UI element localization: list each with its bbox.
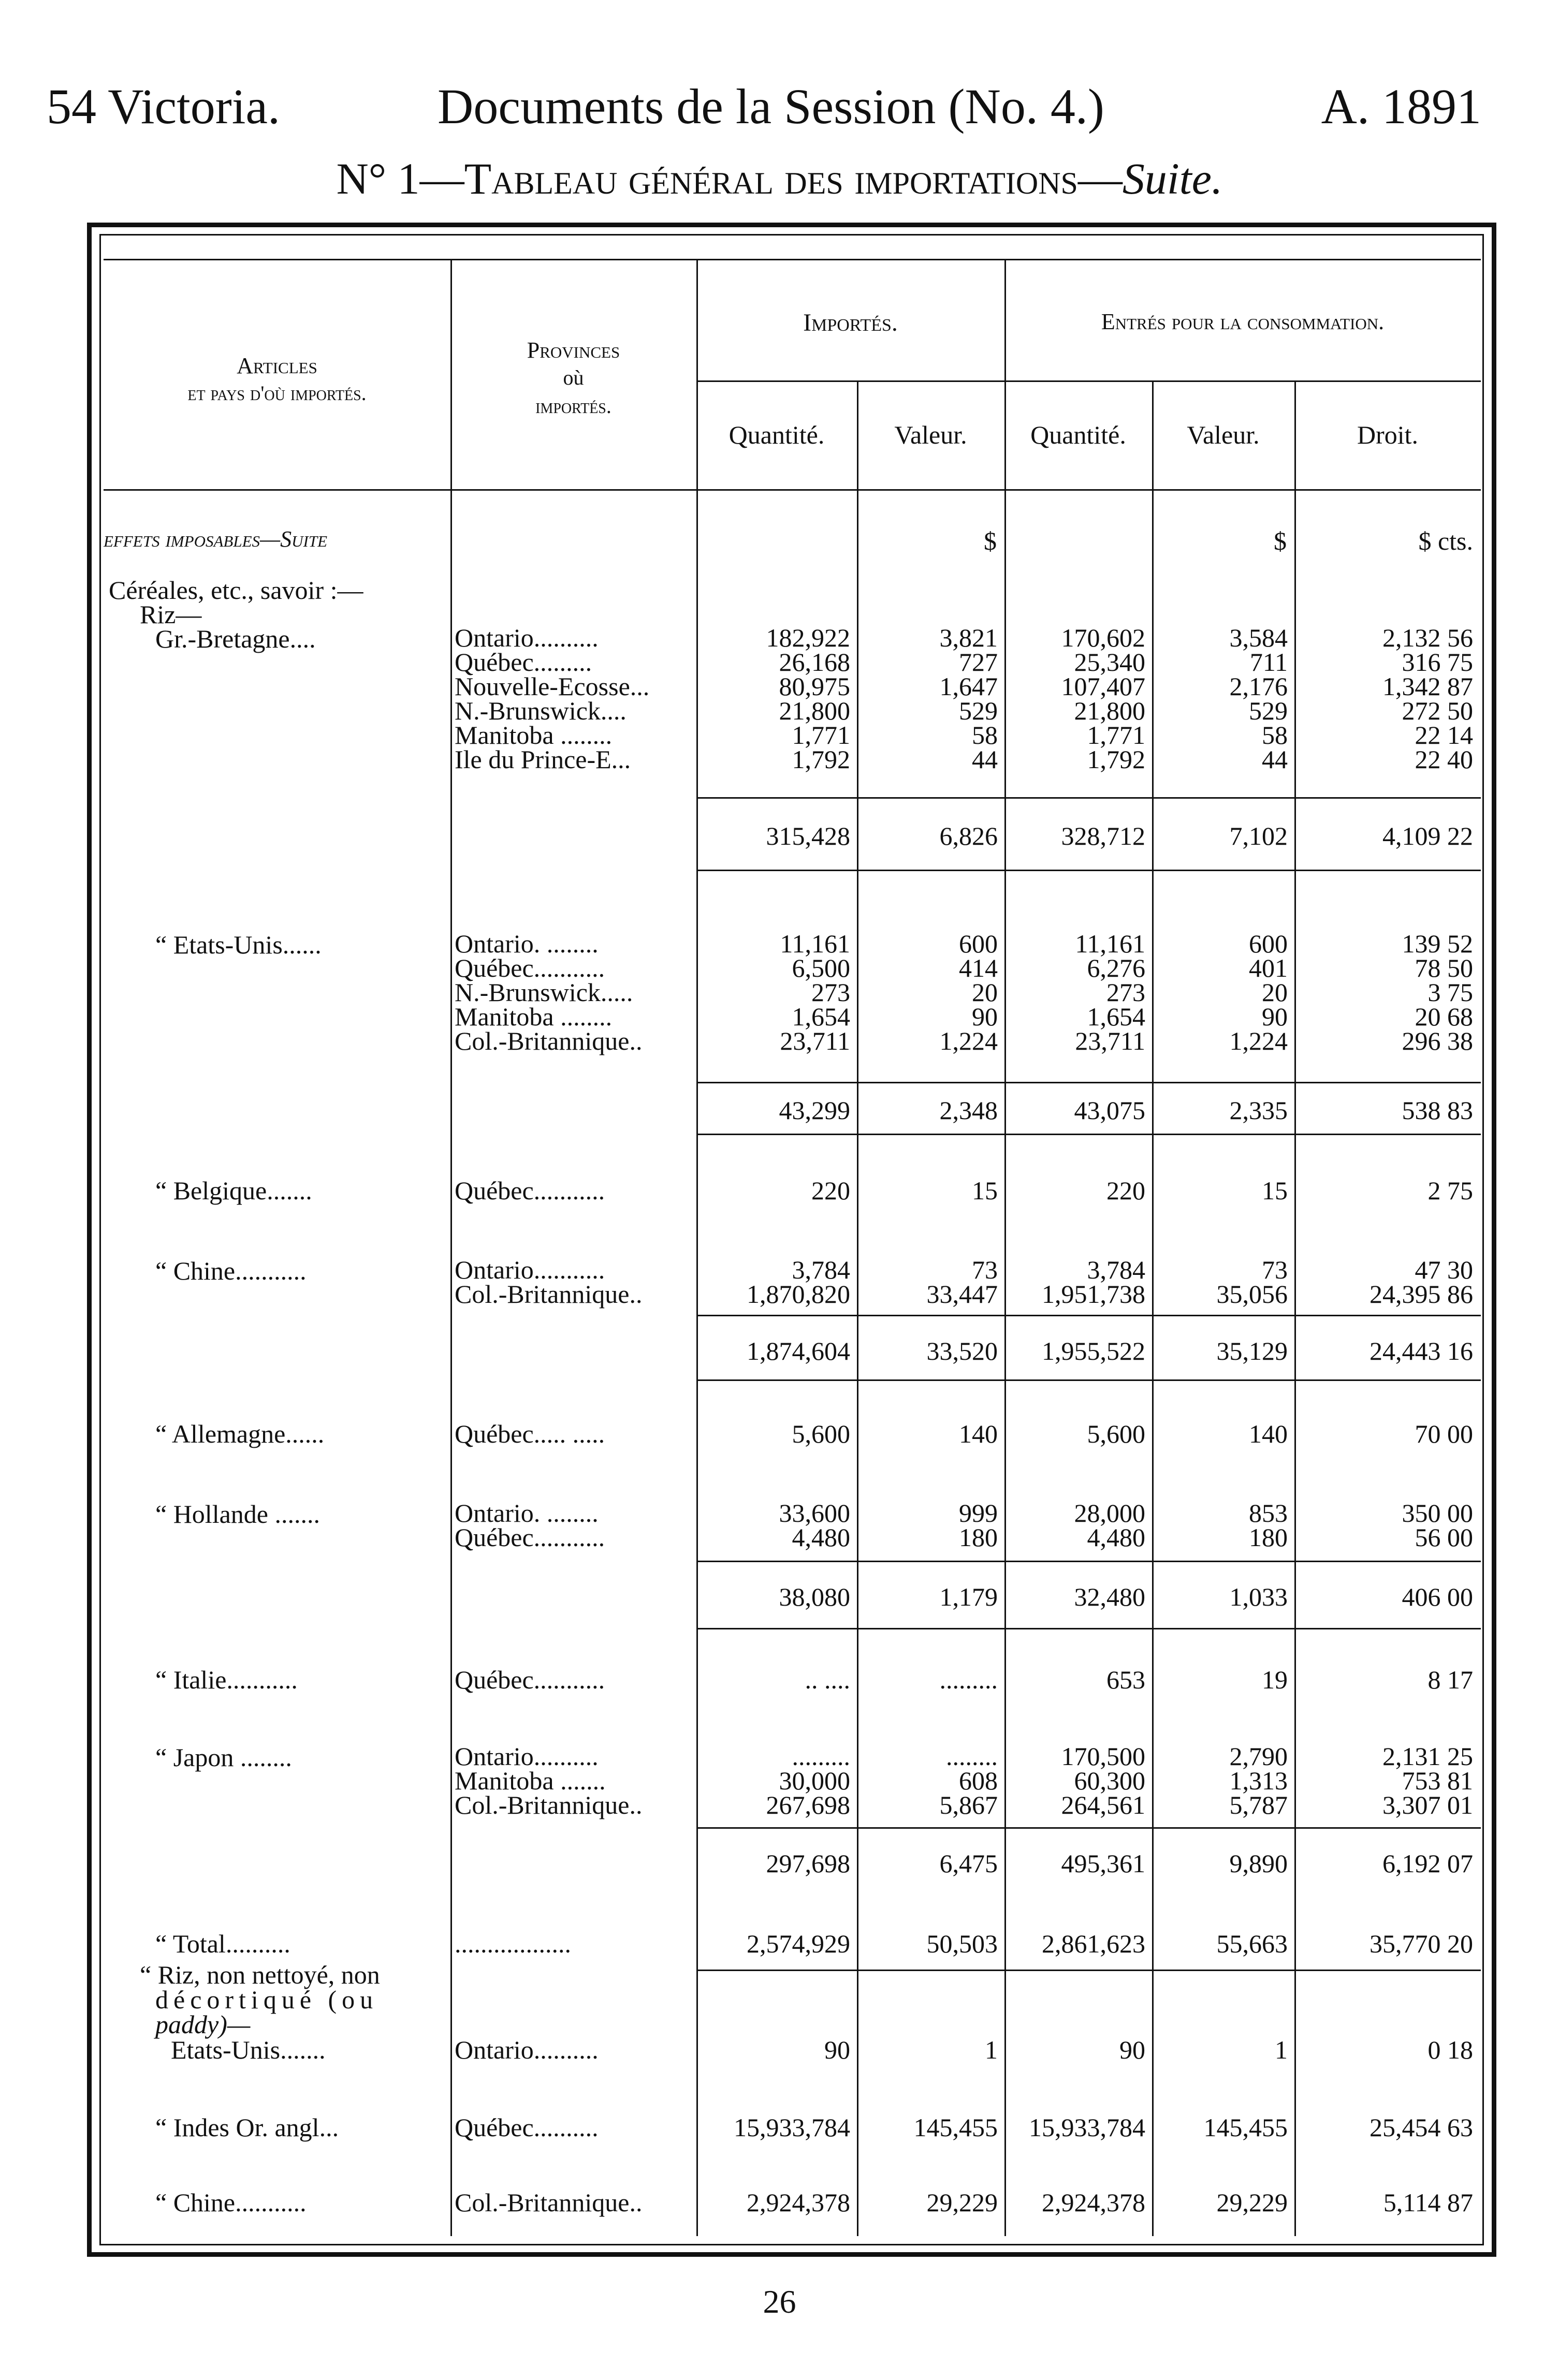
value-cell: 58 bbox=[1262, 721, 1288, 750]
province-cell: Ile du Prince-E... bbox=[455, 745, 631, 774]
subtotal-cell: 297,698 bbox=[766, 1849, 850, 1878]
section-title: effets imposables—Suite bbox=[104, 526, 328, 552]
value-cell: 753 81 bbox=[1402, 1766, 1473, 1795]
province-list bbox=[455, 1255, 643, 1309]
value-cell: 33,447 bbox=[926, 1280, 998, 1309]
province-cell: Nouvelle-Ecosse... bbox=[455, 672, 650, 701]
running-header-left: 54 Victoria. bbox=[47, 79, 281, 134]
value-cell: 1,647 bbox=[939, 672, 998, 701]
value-cell: 1,792 bbox=[1087, 745, 1145, 774]
value-cell: 25,454 63 bbox=[1369, 2113, 1473, 2142]
subtotal-rule bbox=[696, 870, 1481, 871]
value-cell: 58 bbox=[972, 721, 998, 750]
grand-total-rule bbox=[696, 1970, 1481, 1971]
value-cell: 264,561 bbox=[1061, 1790, 1145, 1819]
value-cell: 20 bbox=[972, 978, 998, 1007]
value-cell: 90 bbox=[824, 2035, 850, 2064]
subtotal-cell: 538 83 bbox=[1402, 1096, 1473, 1125]
value-cell: 4,480 bbox=[1087, 1523, 1145, 1552]
value-cell: 20 bbox=[1262, 978, 1288, 1007]
value-cell: 2,924,378 bbox=[747, 2188, 850, 2217]
droit-list bbox=[1294, 1498, 1473, 1552]
col-articles-l2: et pays d'où importés. bbox=[187, 381, 367, 405]
subtotal-cell: 6,192 07 bbox=[1382, 1849, 1473, 1878]
value-cell: ........ bbox=[946, 1742, 998, 1771]
value-cell: 1 bbox=[985, 2035, 998, 2064]
subtotal-rule bbox=[696, 797, 1481, 799]
value-cell: 1,771 bbox=[1087, 721, 1145, 750]
quantite-cons-list bbox=[1004, 1498, 1145, 1552]
value-cell: 56 00 bbox=[1415, 1523, 1473, 1552]
value-cell: 3,307 01 bbox=[1382, 1790, 1473, 1819]
subtotal-cell: 2,348 bbox=[939, 1096, 998, 1125]
province-cell: Ontario........... bbox=[455, 1255, 605, 1284]
grand-total-cell: 2,861,623 bbox=[1042, 1929, 1145, 1958]
unit-valeur-cons: $ bbox=[1274, 526, 1287, 555]
value-cell: 3,784 bbox=[792, 1255, 850, 1284]
value-cell: 1,951,738 bbox=[1042, 1280, 1145, 1309]
value-cell: 296 38 bbox=[1402, 1026, 1473, 1055]
valeur-import-list bbox=[857, 1255, 998, 1309]
running-header-right: A. 1891 bbox=[1321, 79, 1481, 134]
value-cell: 44 bbox=[972, 745, 998, 774]
col-valeur-2: Valeur. bbox=[1187, 420, 1260, 449]
quantite-import-list bbox=[696, 1744, 850, 1817]
header-rule-top bbox=[104, 259, 1481, 260]
value-cell: 29,229 bbox=[926, 2188, 998, 2217]
grand-total-label: “ Total.......... bbox=[155, 1929, 290, 1958]
province-cell: Col.-Britannique.. bbox=[455, 1280, 643, 1309]
value-cell: 1,654 bbox=[792, 1002, 850, 1031]
subtotal-rule bbox=[696, 1827, 1481, 1829]
page-number: 26 bbox=[763, 2283, 796, 2320]
value-cell: 33,600 bbox=[779, 1498, 850, 1527]
value-cell: 29,229 bbox=[1216, 2188, 1288, 2217]
value-cell: 3,821 bbox=[939, 623, 998, 652]
group-country: Gr.-Bretagne.... bbox=[155, 624, 316, 653]
value-cell: 180 bbox=[959, 1523, 998, 1552]
quantite-cons-list bbox=[1004, 929, 1145, 1055]
subtotal-cell: 33,520 bbox=[926, 1336, 998, 1365]
province-cell: Ontario.......... bbox=[455, 623, 599, 652]
value-cell: 0 18 bbox=[1427, 2035, 1473, 2064]
col-provinces-l3: importés. bbox=[535, 394, 611, 418]
value-cell: 44 bbox=[1262, 745, 1288, 774]
value-cell: 28,000 bbox=[1074, 1498, 1145, 1527]
subtotal-rule bbox=[696, 1082, 1481, 1083]
province-cell: Manitoba ....... bbox=[455, 1766, 606, 1795]
grand-total-cell: 55,663 bbox=[1216, 1929, 1288, 1958]
subtotal-cell: 1,874,604 bbox=[747, 1336, 850, 1365]
tail-country: “ Indes Or. angl... bbox=[155, 2113, 339, 2142]
province-list bbox=[455, 1498, 605, 1552]
value-cell: 15,933,784 bbox=[1029, 2113, 1145, 2142]
table-title-main: Tableau général des importations— bbox=[464, 154, 1123, 203]
value-cell: 6,500 bbox=[792, 953, 850, 982]
value-cell: 73 bbox=[972, 1255, 998, 1284]
province-list bbox=[455, 929, 643, 1055]
value-cell: 170,500 bbox=[1061, 1742, 1145, 1771]
value-cell: 853 bbox=[1249, 1498, 1288, 1527]
value-cell: 140 bbox=[1249, 1419, 1288, 1448]
tail-province: Québec.......... bbox=[455, 2113, 599, 2142]
header-rule-bottom bbox=[104, 489, 1481, 491]
col-provinces-l1: Provinces bbox=[527, 337, 620, 363]
value-cell: 350 00 bbox=[1402, 1498, 1473, 1527]
col-provinces-l2: où bbox=[563, 366, 584, 389]
value-cell: 70 00 bbox=[1415, 1419, 1473, 1448]
value-cell: 1,654 bbox=[1087, 1002, 1145, 1031]
vline-articles bbox=[450, 259, 452, 2236]
province-cell: Québec........... bbox=[455, 1523, 605, 1552]
group-country: “ Chine........... bbox=[155, 1256, 307, 1285]
value-cell: 107,407 bbox=[1061, 672, 1145, 701]
grand-total-provinces: .................. bbox=[455, 1929, 571, 1958]
subtotal-cell: 35,129 bbox=[1216, 1336, 1288, 1365]
valeur-import-list bbox=[857, 623, 998, 774]
value-cell: 21,800 bbox=[1074, 696, 1145, 725]
province-cell: Québec........... bbox=[455, 953, 605, 982]
value-cell: 73 bbox=[1262, 1255, 1288, 1284]
col-quantite-1: Quantité. bbox=[728, 420, 825, 449]
subtotal-cell: 43,075 bbox=[1074, 1096, 1145, 1125]
subtotal-cell: 7,102 bbox=[1229, 821, 1288, 850]
value-cell: 600 bbox=[959, 929, 998, 958]
value-cell: 182,922 bbox=[766, 623, 850, 652]
table-title-prefix: N° 1— bbox=[336, 154, 464, 203]
col-entres: Entrés pour la consommation. bbox=[1101, 309, 1385, 334]
value-cell: 23,711 bbox=[780, 1026, 850, 1055]
col-importes: Importés. bbox=[803, 309, 898, 336]
value-cell: 414 bbox=[959, 953, 998, 982]
grand-total-cell: 35,770 20 bbox=[1369, 1929, 1473, 1958]
subtotal-cell: 495,361 bbox=[1061, 1849, 1145, 1878]
value-cell: ......... bbox=[939, 1665, 998, 1694]
province-cell: Québec........... bbox=[455, 1665, 605, 1694]
intro-line-1: Céréales, etc., savoir :— bbox=[109, 576, 363, 605]
subtotal-cell: 315,428 bbox=[766, 821, 850, 850]
col-quantite-2: Quantité. bbox=[1030, 420, 1126, 449]
province-cell: Manitoba ........ bbox=[455, 721, 613, 750]
droit-list bbox=[1294, 1744, 1473, 1817]
tail-country: “ Chine........... bbox=[155, 2188, 307, 2217]
paddy-country: Etats-Unis....... bbox=[171, 2035, 326, 2064]
value-cell: 11,161 bbox=[1075, 929, 1145, 958]
group-country: “ Italie........... bbox=[155, 1665, 298, 1694]
province-cell: Québec..... ..... bbox=[455, 1419, 605, 1448]
subtotal-cell: 9,890 bbox=[1229, 1849, 1288, 1878]
value-cell: 3,584 bbox=[1229, 623, 1288, 652]
value-cell: 22 14 bbox=[1415, 721, 1473, 750]
value-cell: 140 bbox=[959, 1419, 998, 1448]
value-cell: 608 bbox=[959, 1766, 998, 1795]
droit-list bbox=[1294, 623, 1473, 774]
droit-list bbox=[1294, 929, 1473, 1055]
value-cell: 5,114 87 bbox=[1383, 2188, 1473, 2217]
value-cell: 5,867 bbox=[939, 1790, 998, 1819]
value-cell: 1,792 bbox=[792, 745, 850, 774]
group-country: “ Japon ........ bbox=[155, 1743, 292, 1772]
value-cell: 5,600 bbox=[1087, 1419, 1145, 1448]
value-cell: 1,313 bbox=[1229, 1766, 1288, 1795]
value-cell: 272 50 bbox=[1402, 696, 1473, 725]
value-cell: 180 bbox=[1249, 1523, 1288, 1552]
subtotal-cell: 1,955,522 bbox=[1042, 1336, 1145, 1365]
valeur-cons-list bbox=[1152, 1498, 1288, 1552]
subtotal-cell: 2,335 bbox=[1229, 1096, 1288, 1125]
paddy-label-line-3: paddy)— bbox=[155, 2010, 251, 2039]
col-valeur-1: Valeur. bbox=[894, 420, 967, 449]
value-cell: 653 bbox=[1106, 1665, 1145, 1694]
grand-total-cell: 50,503 bbox=[926, 1929, 998, 1958]
value-cell: 529 bbox=[959, 696, 998, 725]
value-cell: ......... bbox=[792, 1742, 850, 1771]
value-cell: 999 bbox=[959, 1498, 998, 1527]
value-cell: 2 75 bbox=[1427, 1176, 1473, 1205]
value-cell: 60,300 bbox=[1074, 1766, 1145, 1795]
col-droit: Droit. bbox=[1357, 420, 1419, 449]
intro-line-2: Riz— bbox=[140, 600, 202, 629]
value-cell: 220 bbox=[1106, 1176, 1145, 1205]
tail-province: Col.-Britannique.. bbox=[455, 2188, 643, 2217]
province-cell: Québec........... bbox=[455, 1176, 605, 1205]
subtotal-cell: 6,475 bbox=[939, 1849, 998, 1878]
province-cell: Ontario. ........ bbox=[455, 929, 599, 958]
value-cell: 22 40 bbox=[1415, 745, 1473, 774]
subtotal-rule bbox=[696, 1315, 1481, 1316]
value-cell: 273 bbox=[1106, 978, 1145, 1007]
value-cell: 5,600 bbox=[792, 1419, 850, 1448]
subtotal-rule bbox=[696, 1628, 1481, 1629]
province-list bbox=[455, 1744, 642, 1817]
value-cell: 273 bbox=[811, 978, 850, 1007]
quantite-import-list bbox=[696, 1498, 850, 1552]
group-country: “ Belgique....... bbox=[155, 1176, 312, 1205]
value-cell: 2,132 56 bbox=[1382, 623, 1473, 652]
quantite-cons-list bbox=[1004, 1255, 1145, 1309]
value-cell: 2,790 bbox=[1229, 1742, 1288, 1771]
province-cell: Québec......... bbox=[455, 648, 592, 677]
value-cell: 2,131 25 bbox=[1382, 1742, 1473, 1771]
value-cell: 6,276 bbox=[1087, 953, 1145, 982]
paddy-province: Ontario.......... bbox=[455, 2035, 599, 2064]
subtotal-cell: 4,109 22 bbox=[1382, 821, 1473, 850]
table-title bbox=[0, 153, 1559, 204]
subtotal-cell: 43,299 bbox=[779, 1096, 850, 1125]
value-cell: 3 75 bbox=[1427, 978, 1473, 1007]
subtotal-rule bbox=[696, 1134, 1481, 1135]
quantite-import-list bbox=[696, 929, 850, 1055]
value-cell: 5,787 bbox=[1229, 1790, 1288, 1819]
value-cell: 30,000 bbox=[779, 1766, 850, 1795]
value-cell: 15 bbox=[972, 1176, 998, 1205]
valeur-import-list bbox=[857, 1744, 998, 1817]
unit-valeur-imp: $ bbox=[984, 526, 997, 555]
value-cell: 170,602 bbox=[1061, 623, 1145, 652]
table-title-suffix: Suite. bbox=[1122, 154, 1223, 203]
value-cell: 90 bbox=[1262, 1002, 1288, 1031]
valeur-cons-list bbox=[1152, 623, 1288, 774]
value-cell: 90 bbox=[1119, 2035, 1145, 2064]
subtotal-cell: 1,179 bbox=[939, 1582, 998, 1611]
value-cell: 1 bbox=[1275, 2035, 1288, 2064]
subtotal-cell: 6,826 bbox=[939, 821, 998, 850]
subtotal-cell: 406 00 bbox=[1402, 1582, 1473, 1611]
value-cell: 3,784 bbox=[1087, 1255, 1145, 1284]
valeur-cons-list bbox=[1152, 929, 1288, 1055]
value-cell: 1,224 bbox=[1229, 1026, 1288, 1055]
value-cell: 24,395 86 bbox=[1369, 1280, 1473, 1309]
header-rule-sub bbox=[696, 380, 1481, 382]
value-cell: 78 50 bbox=[1415, 953, 1473, 982]
value-cell: 145,455 bbox=[913, 2113, 998, 2142]
quantite-cons-list bbox=[1004, 623, 1145, 774]
value-cell: 23,711 bbox=[1075, 1026, 1145, 1055]
value-cell: 19 bbox=[1262, 1665, 1288, 1694]
valeur-cons-list bbox=[1152, 1255, 1288, 1309]
value-cell: 47 30 bbox=[1415, 1255, 1473, 1284]
value-cell: 220 bbox=[811, 1176, 850, 1205]
province-cell: Col.-Britannique.. bbox=[455, 1790, 643, 1819]
subtotal-cell: 38,080 bbox=[779, 1582, 850, 1611]
value-cell: 711 bbox=[1249, 648, 1288, 677]
value-cell: 15,933,784 bbox=[734, 2113, 850, 2142]
value-cell: 2,924,378 bbox=[1042, 2188, 1145, 2217]
subtotal-rule bbox=[696, 1561, 1481, 1562]
value-cell: 11,161 bbox=[780, 929, 850, 958]
value-cell: 20 68 bbox=[1415, 1002, 1473, 1031]
value-cell: 316 75 bbox=[1402, 648, 1473, 677]
value-cell: 401 bbox=[1249, 953, 1288, 982]
unit-droit: $ cts. bbox=[1418, 526, 1473, 555]
group-country: “ Allemagne...... bbox=[155, 1419, 325, 1448]
value-cell: 600 bbox=[1249, 929, 1288, 958]
valeur-import-list bbox=[857, 929, 998, 1055]
value-cell: 1,342 87 bbox=[1382, 672, 1473, 701]
value-cell: 1,771 bbox=[792, 721, 850, 750]
group-country: “ Hollande ....... bbox=[155, 1500, 320, 1529]
paddy-label-line-1: “ Riz, non nettoyé, non bbox=[140, 1960, 380, 1989]
running-header-center: Documents de la Session (No. 4.) bbox=[438, 79, 1104, 134]
col-articles-l1: Articles bbox=[237, 353, 317, 378]
subtotal-rule bbox=[696, 1379, 1481, 1381]
province-cell: Ontario. ........ bbox=[455, 1498, 599, 1527]
value-cell: 15 bbox=[1262, 1176, 1288, 1205]
droit-list bbox=[1294, 1255, 1473, 1309]
value-cell: 90 bbox=[972, 1002, 998, 1031]
subtotal-cell: 328,712 bbox=[1061, 821, 1145, 850]
value-cell: 25,340 bbox=[1074, 648, 1145, 677]
province-cell: N.-Brunswick..... bbox=[455, 978, 633, 1007]
quantite-cons-list bbox=[1004, 1744, 1145, 1817]
value-cell: 139 52 bbox=[1402, 929, 1473, 958]
province-cell: Ontario.......... bbox=[455, 1742, 599, 1771]
subtotal-cell: 24,443 16 bbox=[1369, 1336, 1473, 1365]
value-cell: 4,480 bbox=[792, 1523, 850, 1552]
value-cell: 1,870,820 bbox=[747, 1280, 850, 1309]
value-cell: 529 bbox=[1249, 696, 1288, 725]
subtotal-cell: 1,033 bbox=[1229, 1582, 1288, 1611]
subtotal-cell: 32,480 bbox=[1074, 1582, 1145, 1611]
value-cell: 1,224 bbox=[939, 1026, 998, 1055]
group-country: “ Etats-Unis...... bbox=[155, 930, 322, 959]
quantite-import-list bbox=[696, 623, 850, 774]
province-cell: N.-Brunswick.... bbox=[455, 696, 626, 725]
value-cell: 21,800 bbox=[779, 696, 850, 725]
paddy-label-line-2: décortiqué (ou bbox=[155, 1985, 378, 2014]
province-cell: Manitoba ........ bbox=[455, 1002, 613, 1031]
value-cell: 2,176 bbox=[1229, 672, 1288, 701]
quantite-import-list bbox=[696, 1255, 850, 1309]
valeur-cons-list bbox=[1152, 1744, 1288, 1817]
province-cell: Col.-Britannique.. bbox=[455, 1026, 643, 1055]
valeur-import-list bbox=[857, 1498, 998, 1552]
value-cell: 8 17 bbox=[1427, 1665, 1473, 1694]
value-cell: .. .... bbox=[805, 1665, 850, 1694]
value-cell: 26,168 bbox=[779, 648, 850, 677]
grand-total-cell: 2,574,929 bbox=[747, 1929, 850, 1958]
value-cell: 727 bbox=[959, 648, 998, 677]
value-cell: 267,698 bbox=[766, 1790, 850, 1819]
value-cell: 35,056 bbox=[1216, 1280, 1288, 1309]
province-list bbox=[455, 623, 650, 774]
value-cell: 145,455 bbox=[1203, 2113, 1288, 2142]
value-cell: 80,975 bbox=[779, 672, 850, 701]
